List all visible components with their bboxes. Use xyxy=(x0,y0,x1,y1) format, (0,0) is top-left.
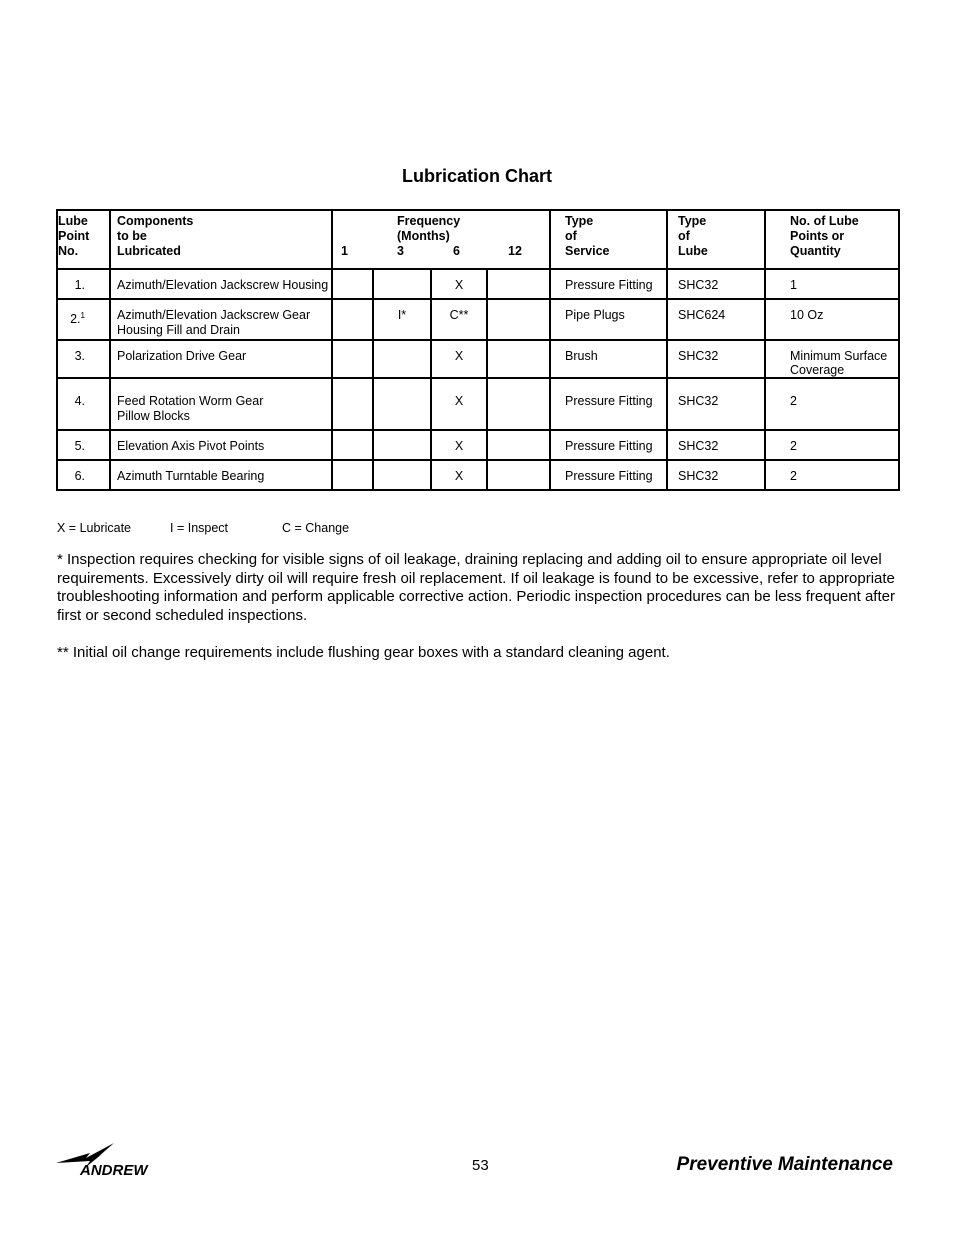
row-freq-12 xyxy=(487,269,550,299)
row-lube: SHC32 xyxy=(667,340,765,378)
header-freq-3: 3 xyxy=(397,244,404,258)
row-service: Pressure Fitting xyxy=(550,269,667,299)
row-quantity: 10 Oz xyxy=(765,299,899,340)
row-lube: SHC32 xyxy=(667,460,765,490)
row-freq-3 xyxy=(373,269,431,299)
row-component: Azimuth Turntable Bearing xyxy=(110,460,332,490)
row-freq-12 xyxy=(487,340,550,378)
header-type-of-service: Type of Service xyxy=(550,210,667,269)
row-freq-3: I* xyxy=(373,299,431,340)
row-lube: SHC32 xyxy=(667,430,765,460)
row-component: Elevation Axis Pivot Points xyxy=(110,430,332,460)
row-quantity: 2 xyxy=(765,460,899,490)
legend-lubricate: X = Lubricate xyxy=(57,521,132,535)
row-number: 2.$^1$ xyxy=(57,299,110,340)
row-number: 5. xyxy=(57,430,110,460)
header-frequency: Frequency (Months) 1 3 6 12 xyxy=(332,210,550,269)
row-freq-6: X xyxy=(431,460,487,490)
row-freq-1 xyxy=(332,299,373,340)
page-number: 53 xyxy=(472,1157,489,1174)
section-title: Preventive Maintenance xyxy=(676,1154,893,1175)
row-freq-1 xyxy=(332,460,373,490)
row-lube: SHC624 xyxy=(667,299,765,340)
row-freq-12 xyxy=(487,430,550,460)
header-components: Components to be Lubricated xyxy=(110,210,332,269)
page-title: Lubrication Chart xyxy=(401,166,552,186)
row-freq-1 xyxy=(332,378,373,430)
row-service: Pressure Fitting xyxy=(550,460,667,490)
row-service: Brush xyxy=(550,340,667,378)
svg-text:ANDREW: ANDREW xyxy=(80,1162,148,1177)
row-number: 3. xyxy=(57,340,110,378)
row-lube: SHC32 xyxy=(667,378,765,430)
header-freq-6: 6 xyxy=(453,244,460,258)
legend-inspect: I = Inspect xyxy=(170,521,229,535)
row-component: Azimuth/Elevation Jackscrew Housing xyxy=(110,269,332,299)
row-freq-1 xyxy=(332,269,373,299)
row-component: Azimuth/Elevation Jackscrew Gear Housing Fill and Drain xyxy=(110,299,332,340)
row-number: 6. xyxy=(57,460,110,490)
row-quantity: Minimum Surface Coverage xyxy=(765,340,899,378)
table-row xyxy=(57,340,899,378)
header-type-of-lube: Type of Lube xyxy=(667,210,765,269)
table-row xyxy=(57,299,899,340)
row-service: Pipe Plugs xyxy=(550,299,667,340)
oil-change-note: ** Initial oil change requirements include flushing gear boxes with a standard cleaning agent. xyxy=(57,644,670,661)
row-quantity: 2 xyxy=(765,430,899,460)
table-row xyxy=(57,378,899,430)
footnote-marker: 1 xyxy=(80,311,85,320)
lubrication-table xyxy=(56,209,900,491)
row-freq-6: X xyxy=(431,430,487,460)
row-freq-3 xyxy=(373,430,431,460)
row-freq-1 xyxy=(332,430,373,460)
row-service: Pressure Fitting xyxy=(550,430,667,460)
row-quantity: 1 xyxy=(765,269,899,299)
table-row xyxy=(57,269,899,299)
row-lube: SHC32 xyxy=(667,269,765,299)
table-row xyxy=(57,430,899,460)
table-row xyxy=(57,460,899,490)
row-number: 1. xyxy=(57,269,110,299)
row-freq-1 xyxy=(332,340,373,378)
row-freq-3 xyxy=(373,378,431,430)
header-quantity: No. of Lube Points or Quantity xyxy=(765,210,899,269)
row-component: Feed Rotation Worm Gear Pillow Blocks xyxy=(110,378,332,430)
row-freq-6: X xyxy=(431,269,487,299)
row-component: Polarization Drive Gear xyxy=(110,340,332,378)
row-freq-3 xyxy=(373,340,431,378)
row-service: Pressure Fitting xyxy=(550,378,667,430)
row-freq-6: C** xyxy=(431,299,487,340)
row-freq-3 xyxy=(373,460,431,490)
row-freq-12 xyxy=(487,378,550,430)
table-header-row xyxy=(57,210,899,269)
header-freq-12: 12 xyxy=(508,244,522,258)
andrew-logo xyxy=(56,1141,172,1182)
row-freq-12 xyxy=(487,299,550,340)
row-quantity: 2 xyxy=(765,378,899,430)
header-lube-point: Lube Point No. xyxy=(57,210,110,269)
legend-change: C = Change xyxy=(282,521,350,535)
row-freq-6: X xyxy=(431,378,487,430)
row-freq-12 xyxy=(487,460,550,490)
inspection-note: * Inspection requires checking for visible signs of oil leakage, draining replacing and adding oil to ensure appropriate oil level requirements. Excessively dirty oil will require fresh oil replacement. If oil leakage is found to be excessive, refer to appropriate troubleshooting information and perform applicable corrective action. Periodic inspection procedures can be less frequent after first or second scheduled inspections. xyxy=(57,551,895,624)
row-freq-6: X xyxy=(431,340,487,378)
row-number: 4. xyxy=(57,378,110,430)
header-freq-1: 1 xyxy=(341,244,348,258)
